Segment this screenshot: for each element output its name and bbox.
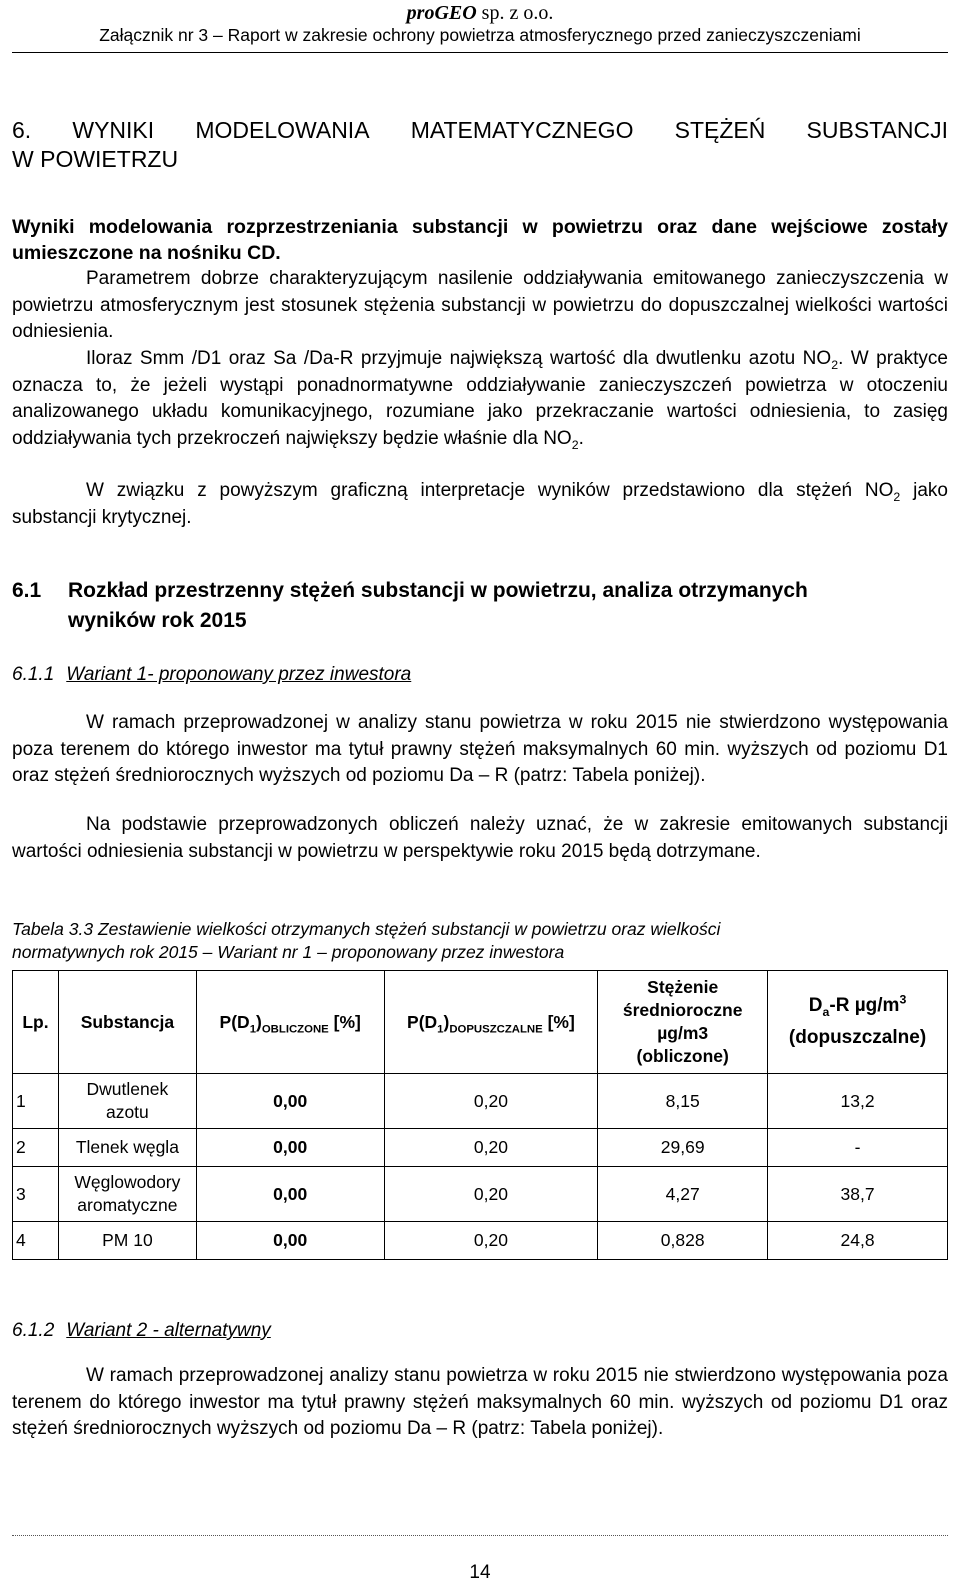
section-6-1-title-line2: wyników rok 2015 [68,609,247,632]
section-6-1-1-number: 6.1.1 [12,664,55,685]
cell-p-obliczone: 0,00 [196,1222,384,1260]
section-6-1-1-title: Wariant 1- proponowany przez inwestora [66,664,412,685]
hdr-line: (dopuszczalne) [788,1027,927,1048]
cell-p-obliczone: 0,00 [196,1167,384,1222]
section-6-1-1-heading [12,664,411,686]
section-6-1-number: 6.1 [12,579,42,602]
cell-line: aromatyczne [77,1195,178,1215]
cell-p-obliczone: 0,00 [196,1074,384,1129]
section-6-paragraph-1: Parametrem dobrze charakteryzującym nasilenie oddziaływania emitowanego zanieczyszczenia w powietrzu atmosferycznym jest stosunek stężenia substancji w powietrzu do dopuszczalnej wielkości wartości odniesienia. [12,268,948,343]
cell-substancja [58,1167,196,1222]
section-6-number: 6. [12,117,32,143]
table-caption [12,918,948,964]
hdr-line: (obliczone) [636,1046,729,1066]
cell-lp: 3 [13,1167,59,1222]
header-stezenie [598,971,768,1074]
company-name [12,0,948,24]
page-number: 14 [469,1562,491,1583]
section-6-1-1-paragraph-1: W ramach przeprowadzonej w analizy stanu powietrza w roku 2015 nie stwierdzono występowania poza terenem do którego inwestor ma tytuł prawny stężeń maksymalnych 60 min. wyższych od poziomu D1 oraz stężeń średniorocznych wyższych od poziomu Da – R (patrz: Tabela poniżej). [12,712,948,787]
header-rule [12,52,948,53]
header-lp: Lp. [13,971,59,1074]
section-6-1-heading [12,576,808,636]
cell-substancja: PM 10 [58,1222,196,1260]
hdr-sub: OBLICZONE [261,1023,329,1035]
cell-p-dopuszczalne: 0,20 [384,1222,598,1260]
cell-stezenie: 29,69 [598,1129,768,1167]
section-6-heading-line2: W POWIETRZU [12,146,179,172]
hdr-line: Stężenie [647,977,719,997]
section-6-paragraph-3 [12,478,948,531]
hdr-text: P(D [407,1011,438,1032]
table-row [13,1129,948,1167]
hdr-text: ) [443,1011,450,1032]
heading-word: WYNIKI [72,117,155,143]
cell-stezenie: 0,828 [598,1222,768,1260]
cell-da-r: 38,7 [768,1167,948,1222]
p3-subscript: 2 [893,489,901,504]
hdr-sup: 3 [899,992,907,1007]
hdr-text: ) [256,1011,262,1032]
cell-da-r: 24,8 [768,1222,948,1260]
page-header [12,0,948,53]
cell-substancja: Tlenek węgla [58,1129,196,1167]
cell-line: azotu [105,1102,149,1122]
p3-text-b: jako substancji krytycznej. [12,480,948,528]
table-caption-line2: normatywnych rok 2015 – Wariant nr 1 – proponowany przez inwestora [12,942,565,962]
header-substancja: Substancja [58,971,196,1074]
hdr-sub: 1 [249,1023,257,1035]
table-row [13,1167,948,1222]
table-header-row [13,971,948,1074]
section-6-1-2-heading [12,1320,271,1342]
section-6-1-2-number: 6.1.2 [12,1320,55,1341]
section-6-heading [12,116,948,174]
header-subtitle: Załącznik nr 3 – Raport w zakresie ochrony powietrza atmosferycznego przed zanieczyszczeniami [99,25,861,45]
hdr-text: P(D [219,1011,250,1032]
table-caption-line1: Tabela 3.3 Zestawienie wielkości otrzymanych stężeń substancji w powietrzu oraz wielkości [12,919,721,939]
heading-word: STĘŻEŃ [674,117,766,143]
cell-stezenie: 4,27 [598,1167,768,1222]
heading-word: MODELOWANIA [195,117,370,143]
hdr-text: [%] [328,1011,361,1032]
table-row [13,1074,948,1129]
cell-line: Węglowodory [74,1172,181,1192]
heading-word: MATEMATYCZNEGO [410,117,634,143]
p2-subscript: 2 [831,357,839,372]
cell-lp: 4 [13,1222,59,1260]
hdr-text: D [808,995,823,1016]
cell-stezenie: 8,15 [598,1074,768,1129]
section-6-1-2-title: Wariant 2 - alternatywny [66,1320,271,1341]
company-suffix: sp. z o.o. [476,2,554,24]
section-6-1-title-line1: Rozkład przestrzenny stężeń substancji w powietrzu, analiza otrzymanych [68,579,808,602]
cell-p-dopuszczalne: 0,20 [384,1167,598,1222]
hdr-line: µg/m3 [657,1023,709,1043]
section-6-1-2-paragraph-1: W ramach przeprowadzonej analizy stanu powietrza w roku 2015 nie stwierdzono występowania poza terenem do którego inwestor ma tytuł prawny stężeń maksymalnych 60 min. wyższych od poziomu D1 oraz stężeń średniorocznych wyższych od poziomu Da – R (patrz: Tabela poniżej). [12,1365,948,1440]
cell-line: Dwutlenek [86,1079,169,1099]
hdr-text: [%] [542,1011,575,1032]
p2-text-c: . [578,427,584,449]
table-row [13,1222,948,1260]
heading-word: SUBSTANCJI [806,117,948,143]
header-da-r [768,971,948,1074]
hdr-sub: DOPUSZCZALNE [449,1023,543,1035]
section-6-paragraph-2 [12,346,948,452]
p2-text-a: Iloraz Smm /D1 oraz Sa /Da-R przyjmuje największą wartość dla dwutlenku azotu NO [86,348,832,369]
header-p-dopuszczalne [384,971,598,1074]
cell-da-r: 13,2 [768,1074,948,1129]
results-table [12,970,948,1260]
company-brand: proGEO [406,2,477,24]
hdr-sub: 1 [437,1023,444,1035]
section-6-1-1-paragraph-2: Na podstawie przeprowadzonych obliczeń należy uznać, że w zakresie emitowanych substancji wartości odniesienia substancji w powietrzu w perspektywie roku 2015 będą dotrzymane. [12,814,948,862]
hdr-line: średnioroczne [622,1000,743,1020]
hdr-sub: a [822,1004,830,1019]
cell-p-dopuszczalne: 0,20 [384,1129,598,1167]
section-6-intro: Wyniki modelowania rozprzestrzeniania substancji w powietrzu oraz dane wejściowe zostały umieszczone na nośniku CD. [12,216,948,264]
cell-p-dopuszczalne: 0,20 [384,1074,598,1129]
cell-lp: 2 [13,1129,59,1167]
cell-da-r: - [768,1129,948,1167]
header-p-obliczone [196,971,384,1074]
hdr-text: -R µg/m [829,995,900,1016]
cell-substancja [58,1074,196,1129]
footer-rule [12,1535,948,1536]
cell-p-obliczone: 0,00 [196,1129,384,1167]
p2-subscript: 2 [571,437,579,452]
cell-lp: 1 [13,1074,59,1129]
p2-text-b: . W praktyce oznacza to, że jeżeli wystąpi ponadnormatywne oddziaływanie zanieczyszczeń powietrza w otoczeniu analizowanego układu komunikacyjnego, rozumiane jako przekraczanie wartości odniesienia, to zasięg oddziaływania tych przekroczeń największy będzie właśnie dla NO [12,348,948,449]
p3-text-a: W związku z powyższym graficzną interpretacje wyników przedstawiono dla stężeń NO [86,480,894,501]
